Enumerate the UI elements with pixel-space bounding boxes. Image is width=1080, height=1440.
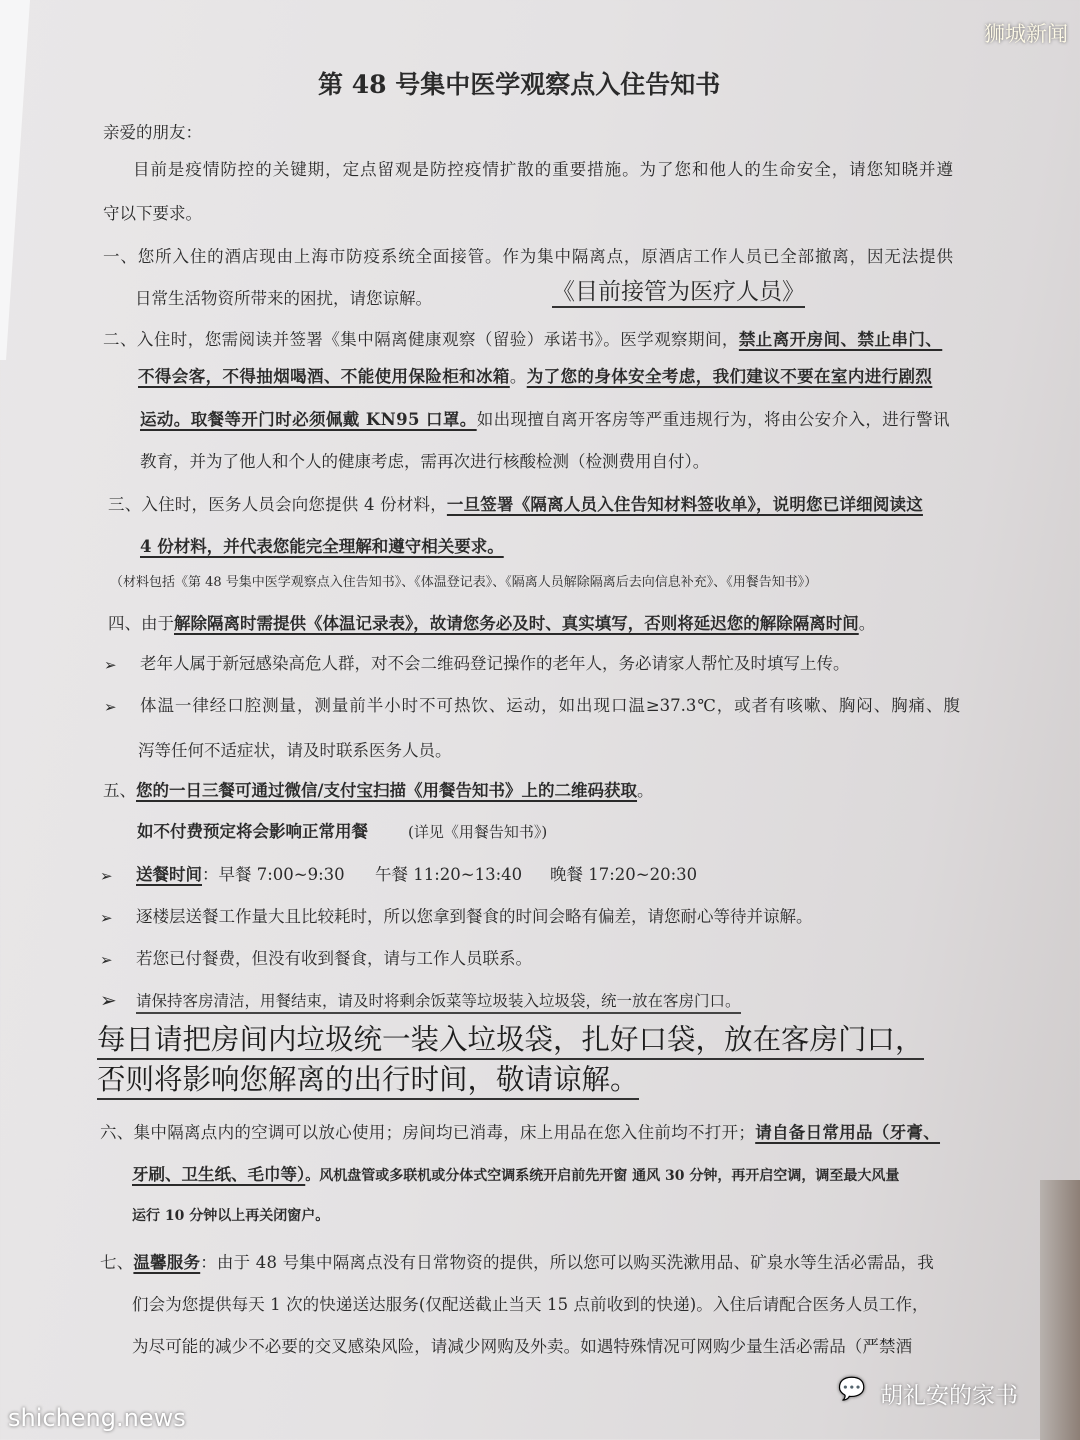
section-7-line: 为尽可能的减少不必要的交叉感染风险，请减少网购及外卖。如遇特殊情况可网购少量生活必需品（严禁酒 — [132, 1337, 913, 1356]
text: 。 — [509, 367, 527, 386]
meal-times — [136, 864, 345, 886]
bullet-arrow-icon: ➢ — [100, 867, 113, 885]
section-6-line: 运行 10 分钟以上再关闭窗户。 — [132, 1208, 330, 1224]
section-2-line — [103, 329, 942, 351]
intro-line: 守以下要求。 — [103, 204, 202, 223]
text: 三、入住时，医务人员会向您提供 4 份材料， — [108, 495, 447, 514]
bullet-arrow-icon: ➢ — [100, 951, 113, 969]
text: 如出现擅自离开客房等严重违规行为，将由公安介入，进行警讯 — [476, 410, 950, 429]
section-1-line: 一、您所入住的酒店现由上海市防疫系统全面接管。作为集中隔离点，原酒店工作人员已全部撤离，因无法提供 — [103, 247, 953, 266]
bullet-arrow-icon: ➢ — [100, 988, 117, 1012]
handwritten-notice: 每日请把房间内垃圾统一装入垃圾袋，扎好口袋，放在客房门口， — [97, 1022, 924, 1060]
underlined-text: 解除隔离时需提供《体温记录表》，故请您务必及时、真实填写，否则将延迟您的解除隔离时间 — [174, 614, 859, 633]
watermark-top-right: 狮城新闻 — [984, 22, 1068, 46]
section-2-line — [138, 366, 932, 388]
underlined-text: 运动。取餐等开门时必须佩戴 KN95 口罩。 — [140, 410, 477, 429]
wechat-icon: 💬 — [838, 1377, 866, 1402]
section-5-line — [103, 780, 654, 802]
payment-note-ref: (详见《用餐告知书》) — [408, 823, 548, 841]
text: 七、 — [100, 1253, 134, 1272]
bullet-arrow-icon: ➢ — [104, 656, 117, 674]
dinner-time: 晚餐 17:20~20:30 — [550, 865, 698, 884]
handwritten-note: 《目前接管为医疗人员》 — [552, 278, 805, 308]
lunch-time: 午餐 11:20~13:40 — [375, 865, 523, 884]
watermark-bottom-left: shicheng.news — [8, 1404, 186, 1432]
bullet-text: 泻等任何不适症状，请及时联系医务人员。 — [138, 741, 452, 760]
bullet-text: 若您已付餐费，但没有收到餐食，请与工作人员联系。 — [136, 949, 532, 968]
text: 。 — [858, 614, 876, 633]
text: 四、由于 — [108, 614, 174, 633]
page-title: 第 48 号集中医学观察点入住告知书 — [318, 70, 721, 99]
section-1-line: 日常生活物资所带来的困扰，请您谅解。 — [135, 289, 432, 308]
underlined-text: 为了您的身体安全考虑，我们建议不要在室内进行剧烈 — [526, 367, 933, 386]
section-2-line: 教育，并为了他人和个人的健康考虑，需再次进行核酸检测（检测费用自付）。 — [140, 452, 710, 471]
section-4-line — [108, 613, 875, 635]
watermark-bottom-right: 胡礼安的家书 — [880, 1383, 1018, 1409]
text: 五、 — [103, 781, 136, 800]
underlined-text: 温馨服务 — [133, 1253, 201, 1272]
underlined-text: 请自备日常用品（牙膏、 — [755, 1123, 941, 1142]
underlined-text: 您的一日三餐可通过微信/支付宝扫描《用餐告知书》上的二维码获取 — [136, 781, 638, 800]
bullet-text: 逐楼层送餐工作量大且比较耗时，所以您拿到餐食的时间会略有偏差，请您耐心等待并谅解。 — [136, 907, 813, 926]
bullet-arrow-icon: ➢ — [100, 909, 113, 927]
bullet-text: 体温一律经口腔测量，测量前半小时不可热饮、运动，如出现口温≥37.3℃，或者有咳嗽、胸闷、胸痛、腹 — [140, 696, 960, 715]
underlined-text: 不得会客，不得抽烟喝酒、不能使用保险柜和冰箱 — [138, 367, 510, 386]
table-surface — [1040, 1180, 1080, 1440]
paper-edge — [0, 0, 30, 360]
section-7-line — [100, 1252, 934, 1274]
bullet-text: 请保持客房清洁，用餐结束，请及时将剩余饭菜等垃圾装入垃圾袋，统一放在客房门口。 — [136, 990, 741, 1014]
materials-note: （材料包括《第 48 号集中医学观察点入住告知书》、《体温登记表》、《隔离人员解除隔离后去向信息补充》、《用餐告知书》） — [110, 575, 818, 590]
meal-time-label: 送餐时间 — [136, 865, 202, 884]
section-3-line: 4 份材料，并代表您能完全理解和遵守相关要求。 — [140, 537, 504, 556]
colon: ： — [202, 865, 219, 884]
underlined-text: 牙刷、卫生纸、毛巾等） — [132, 1165, 306, 1184]
intro-line: 目前是疫情防控的关键期，定点留观是防控疫情扩散的重要措施。为了您和他人的生命安全，请您知晓并遵 — [133, 160, 953, 179]
greeting: 亲爱的朋友： — [103, 123, 202, 142]
text: 。风机盘管或多联机或分体式空调系统开启前先开窗 通风 30 分钟，再开启空调，调至最大风量 — [305, 1168, 900, 1184]
section-6-line — [132, 1164, 899, 1187]
text: 二、入住时，您需阅读并签署《集中隔离健康观察（留验）承诺书》。医学观察期间， — [103, 330, 739, 349]
text: 。 — [637, 781, 654, 800]
handwritten-notice: 否则将影响您解离的出行时间，敬请谅解。 — [97, 1062, 639, 1100]
section-7-line: 们会为您提供每天 1 次的快递送达服务(仅配送截止当天 15 点前收到的快递)。入住后请配合医务人员工作， — [132, 1295, 929, 1314]
payment-note: 如不付费预定将会影响正常用餐 — [137, 822, 368, 841]
text: ：由于 48 号集中隔离点没有日常物资的提供，所以您可以购买洗漱用品、矿泉水等生活必需品，我 — [200, 1253, 934, 1272]
breakfast-time: 早餐 7:00~9:30 — [218, 865, 345, 884]
section-3-line — [108, 494, 923, 516]
underlined-text: 禁止离开房间、禁止串门、 — [738, 330, 943, 349]
bullet-arrow-icon: ➢ — [104, 698, 117, 716]
section-2-line — [140, 409, 950, 431]
bullet-text: 老年人属于新冠感染高危人群，对不会二维码登记操作的老年人，务必请家人帮忙及时填写上传。 — [140, 654, 850, 673]
underlined-text: 一旦签署《隔离人员入住告知材料签收单》，说明您已详细阅读这 — [446, 495, 923, 514]
text: 六、集中隔离点内的空调可以放心使用；房间均已消毒，床上用品在您入住前均不打开； — [100, 1123, 756, 1142]
section-6-line — [100, 1122, 940, 1144]
